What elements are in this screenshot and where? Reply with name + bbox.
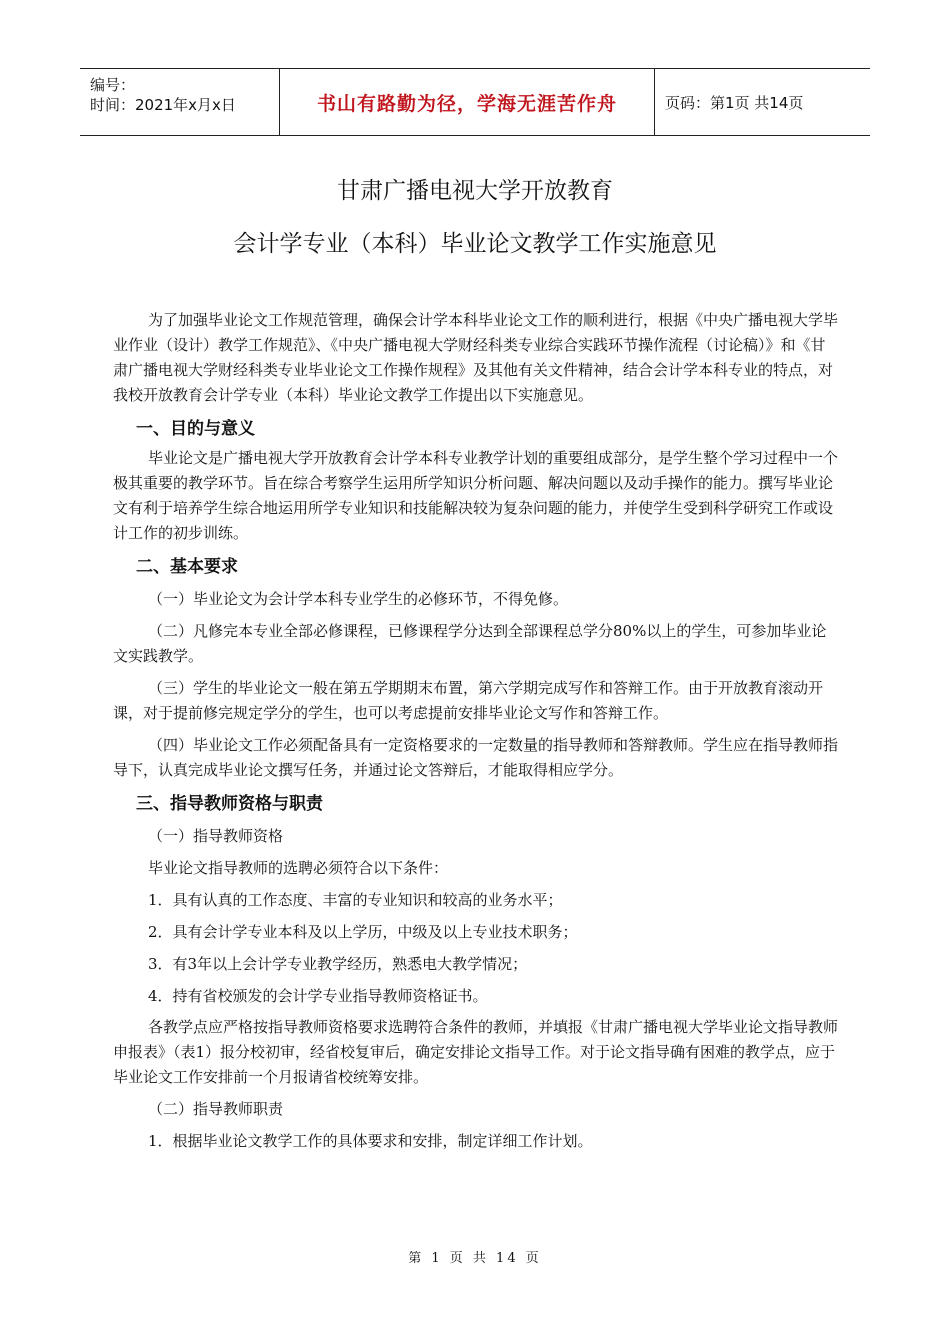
title-line-2: 会计学专业（本科）毕业论文教学工作实施意见 (233, 231, 717, 257)
intro-paragraph: 为了加强毕业论文工作规范管理，确保会计学本科毕业论文工作的顺利进行，根据《中央广播电视大学毕业作业（设计）教学工作规范》、《中央广播电视大学财经科类专业综合实践环节操作流程（讨论稿）》和《甘肃广播电视大学财经科类专业毕业论文工作操作规程》及其他有关文件精神，结合会计学本科专业的特点，对我校开放教育会计学专业（本科）毕业论文教学工作提出以下实施意见。 (113, 311, 839, 404)
requirement-item: （二）凡修完本专业全部必修课程，已修课程学分达到全部课程总学分80%以上的学生，可参加毕业论文实践教学。 (113, 622, 827, 665)
section-3-sub-2: （二）指导教师职责 (148, 1100, 284, 1118)
section-2-heading: 二、基本要求 (136, 557, 238, 577)
header-meta (80, 69, 280, 135)
section-1-text: 毕业论文是广播电视大学开放教育会计学本科专业教学计划的重要组成部分，是学生整个学习过程中一个极其重要的教学环节。旨在综合考察学生运用所学知识分析问题、解决问题以及动手操作的能力。撰写毕业论文有利于培养学生综合地运用所学专业知识和技能解决较为复杂问题的能力，并使学生受到科学研究工作或设计工作的初步训练。 (113, 449, 839, 542)
header-page-info: 页码：第1页 共14页 (665, 93, 804, 112)
selection-paragraph: 各教学点应严格按指导教师资格要求选聘符合条件的教师，并填报《甘肃广播电视大学毕业论文指导教师申报表》（表1）报分校初审，经省校复审后，确定安排论文指导工作。对于论文指导确有困难的教学点，应于毕业论文工作安排前一个月报请省校统筹安排。 (113, 1018, 839, 1086)
requirement-item: （四）毕业论文工作必须配备具有一定资格要求的一定数量的指导教师和答辩教师。学生应在指导教师指导下，认真完成毕业论文撰写任务，并通过论文答辩后，才能取得相应学分。 (113, 736, 839, 779)
number-label: 编号： (90, 76, 136, 94)
condition-item: 2．具有会计学专业本科及以上学历，中级及以上专业技术职务； (148, 923, 578, 941)
section-1-heading: 一、目的与意义 (136, 419, 255, 439)
condition-item: 1．具有认真的工作态度、丰富的专业知识和较高的业务水平； (148, 891, 563, 909)
page-footer: 第 1 页 共 14 页 (408, 1251, 542, 1266)
document-body (113, 308, 839, 1154)
page-header (80, 68, 870, 136)
section-3-sub-1: （一）指导教师资格 (148, 827, 284, 845)
time-label: 时间：2021年x月x日 (90, 96, 236, 114)
header-motto: 书山有路勤为径，学海无涯苦作舟 (280, 69, 655, 135)
section-3-heading: 三、指导教师资格与职责 (136, 794, 323, 814)
requirement-item: （三）学生的毕业论文一般在第五学期期末布置，第六学期完成写作和答辩工作。由于开放教育滚动开课，对于提前修完规定学分的学生，也可以考虑提前安排毕业论文写作和答辩工作。 (113, 679, 824, 722)
condition-item: 4．持有省校颁发的会计学专业指导教师资格证书。 (148, 987, 488, 1005)
conditions-intro: 毕业论文指导教师的选聘必须符合以下条件： (148, 859, 449, 877)
duty-item: 1．根据毕业论文教学工作的具体要求和安排，制定详细工作计划。 (148, 1132, 593, 1150)
condition-item: 3．有3年以上会计学专业教学经历，熟悉电大教学情况； (148, 955, 528, 973)
title-line-1: 甘肃广播电视大学开放教育 (337, 178, 613, 204)
requirement-item: （一）毕业论文为会计学本科专业学生的必修环节，不得免修。 (148, 590, 569, 608)
